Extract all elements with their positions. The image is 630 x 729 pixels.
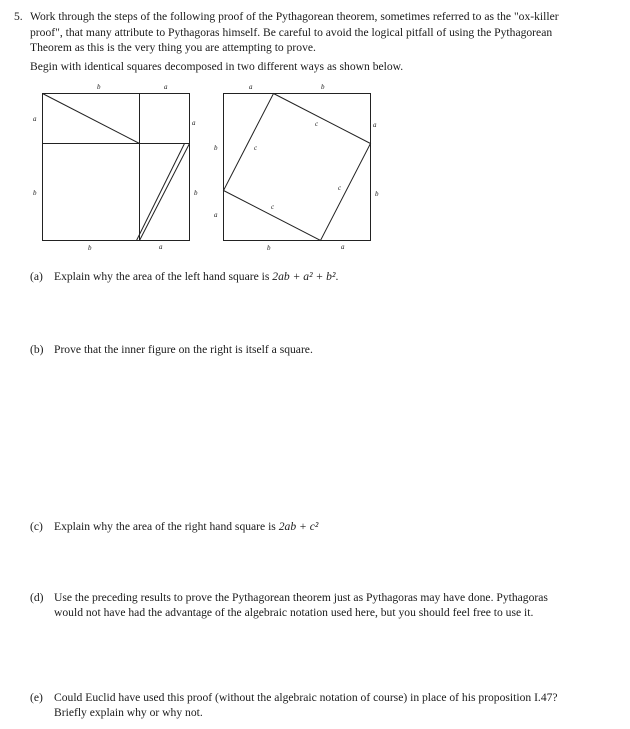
right-label-left-b: b xyxy=(214,144,218,152)
question-5 xyxy=(14,9,574,56)
part-d-label: (d) xyxy=(30,591,44,604)
part-d-text: Use the preceding results to prove the Pythagorean theorem just as Pythagoras may have done. Pythagoras would not have had the advantage of the algebraic notation used here, but you should feel free to use it. xyxy=(54,591,548,619)
left-label-top-b: b xyxy=(97,83,101,91)
left-lower-rect-diagonal-inner xyxy=(137,144,185,241)
part-b-text: Prove that the inner figure on the right is itself a square. xyxy=(54,343,313,356)
left-label-mid-b: b xyxy=(194,189,198,197)
right-label-top-a: a xyxy=(249,83,253,91)
inner-tilted-square xyxy=(224,94,371,241)
left-label-mid-a: a xyxy=(192,119,196,127)
right-label-c-top-right: c xyxy=(315,120,319,128)
left-label-top-a: a xyxy=(164,83,168,91)
part-a-text-end: . xyxy=(335,270,339,283)
left-rect-diagonal xyxy=(43,94,140,144)
part-c-label: (c) xyxy=(30,520,43,533)
part-c xyxy=(30,519,575,534)
part-b xyxy=(30,342,575,357)
right-label-top-b: b xyxy=(321,83,325,91)
left-label-bottom-b: b xyxy=(88,244,92,252)
right-label-bottom-b: b xyxy=(267,244,271,252)
part-b-label: (b) xyxy=(30,343,44,356)
right-label-c-top-left: c xyxy=(254,144,258,152)
part-e-label: (e) xyxy=(30,691,43,704)
part-c-math: 2ab + c² xyxy=(278,520,319,533)
left-label-left-b: b xyxy=(33,189,37,197)
part-e xyxy=(30,690,575,720)
right-label-bottom-a: a xyxy=(341,243,345,251)
right-label-c-bottom-right: c xyxy=(338,184,342,192)
left-square-outline xyxy=(43,94,190,241)
part-c-text xyxy=(54,519,575,534)
right-square-outline xyxy=(224,94,371,241)
part-a-text xyxy=(54,269,575,284)
right-label-right-b: b xyxy=(375,190,379,198)
squares-diagram xyxy=(30,78,379,253)
question-number: 5. xyxy=(14,10,23,23)
pythagoras-figure xyxy=(30,78,379,253)
right-label-left-a: a xyxy=(214,211,218,219)
part-a xyxy=(30,269,575,284)
left-label-left-a: a xyxy=(33,115,37,123)
right-label-c-bottom-left: c xyxy=(271,203,275,211)
right-label-right-a: a xyxy=(373,121,377,129)
part-d xyxy=(30,590,575,620)
right-square xyxy=(224,94,371,241)
left-label-bottom-a: a xyxy=(159,243,163,251)
part-a-text-main: Explain why the area of the left hand square is xyxy=(54,270,273,283)
left-square xyxy=(43,94,190,241)
part-a-math: 2ab + a² + b² xyxy=(272,270,336,283)
part-c-text-main: Explain why the area of the right hand square is xyxy=(54,520,279,533)
left-lower-rect-diagonal xyxy=(140,144,190,241)
question-text: Work through the steps of the following proof of the Pythagorean theorem, sometimes referred to as the "ox-killer proof", that many attribute to Pythagoras himself. Be careful to avoid the logical pitfall of using the Pythagorean Theorem as this is the very thing you are attempting to prove. xyxy=(30,10,559,54)
question-intro: Begin with identical squares decomposed in two different ways as shown below. xyxy=(30,60,404,73)
part-a-label: (a) xyxy=(30,270,43,283)
part-e-text: Could Euclid have used this proof (without the algebraic notation of course) in place of his proposition I.47? Briefly explain why or why not. xyxy=(54,691,558,719)
